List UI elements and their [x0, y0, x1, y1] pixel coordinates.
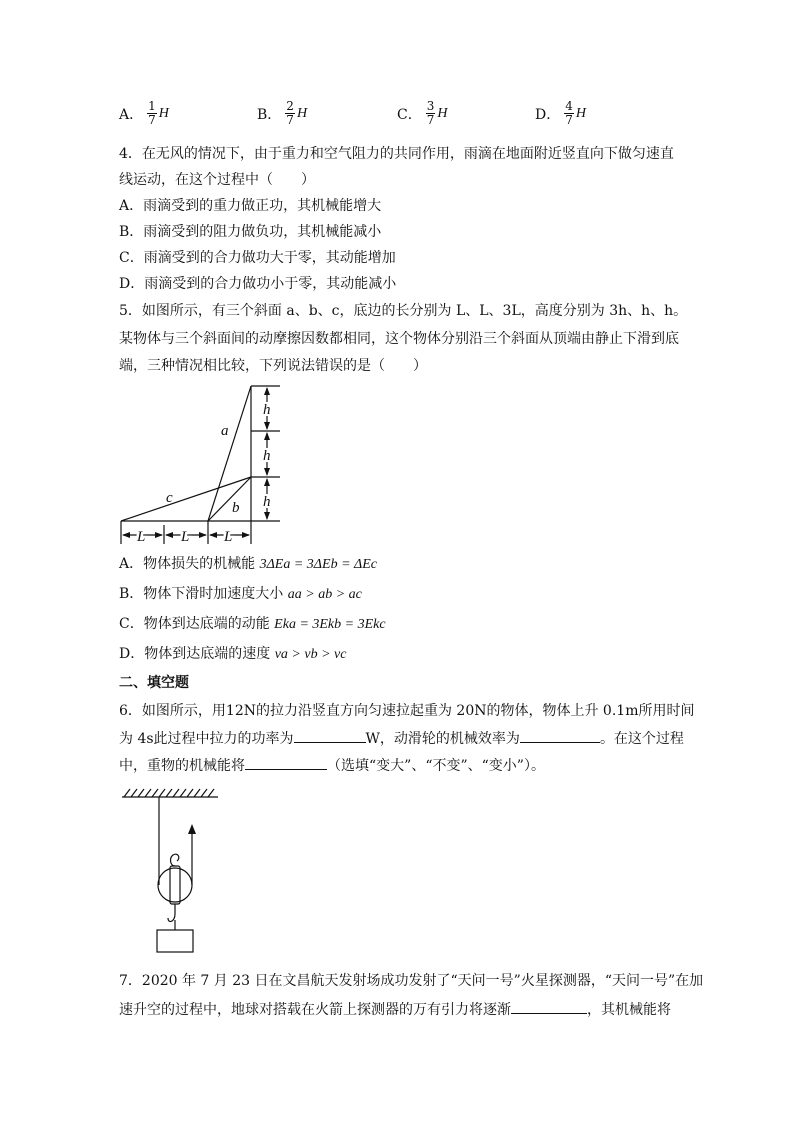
q3-option-b — [257, 100, 307, 127]
option-label: D． — [535, 106, 561, 123]
q4-stem-line1: 4．在无风的情况下，由于重力和空气阻力的共同作用，雨滴在地面附近竖直向下做匀速直 — [119, 146, 674, 162]
incline-c — [121, 477, 251, 521]
variable: H — [575, 105, 586, 121]
option-formula: Eka = 3Ekb = 3Ekc — [274, 617, 386, 632]
label-b: b — [232, 500, 240, 516]
option-formula: 3ΔEa = 3ΔEb = ΔEc — [259, 557, 377, 572]
q4-option-b: B．雨滴受到的阻力做负功，其机械能减小 — [119, 224, 382, 240]
option-formula: aa > ab > ac — [287, 587, 362, 602]
text: 。在这个过程 — [599, 731, 684, 747]
answer-blank-mechanical-energy[interactable] — [245, 755, 327, 770]
incline-b — [208, 477, 251, 521]
incline-a — [208, 386, 251, 521]
q6-line3 — [119, 755, 545, 776]
denominator: 7 — [426, 113, 435, 127]
q5-stem-line1: 5．如图所示，有三个斜面 a、b、c，底边的长分别为 L、L、3L，高度分别为 3h、h、h。 — [119, 303, 688, 319]
option-formula: va > vb > vc — [274, 647, 347, 662]
text: （选填“变大”、“不变”、“变小”）。 — [327, 758, 545, 774]
option-text: C．物体到达底端的动能 — [119, 616, 270, 632]
q3-option-d — [535, 100, 586, 127]
answer-blank-power[interactable] — [294, 728, 366, 743]
q3-options — [119, 100, 639, 132]
label-a: a — [221, 423, 229, 439]
pulley-axle-frame — [170, 866, 180, 904]
text: 中，重物的机械能将 — [119, 758, 245, 774]
label-h3: h — [263, 494, 271, 510]
variable: H — [158, 105, 169, 121]
option-label: A． — [119, 106, 144, 123]
numerator: 4 — [565, 99, 573, 113]
arrow-up-icon — [188, 824, 196, 834]
label-L1: L — [137, 529, 146, 545]
q4-option-a: A．雨滴受到的重力做正功，其机械能增大 — [119, 198, 382, 214]
text: ，其机械能将 — [587, 1002, 671, 1018]
numerator: 1 — [148, 99, 156, 113]
q5-option-d — [119, 644, 346, 665]
q5-option-a — [119, 554, 377, 575]
pulley-bottom-hook — [168, 914, 175, 921]
numerator: 2 — [286, 99, 294, 113]
numerator: 3 — [426, 99, 435, 113]
variable: H — [296, 105, 308, 121]
option-text: A．物体损失的机械能 — [119, 556, 256, 572]
q7-line2 — [119, 999, 671, 1020]
q7-line1: 7．2020 年 7 月 23 日在文昌航天发射场成功发射了“天问一号”火星探测器，“天问一号”在加 — [119, 973, 704, 989]
option-text: B．物体下滑时加速度大小 — [119, 586, 284, 602]
q4-option-c: C．雨滴受到的合力做功大于零，其动能增加 — [119, 250, 396, 266]
label-h2: h — [263, 448, 271, 464]
option-label: C． — [397, 106, 422, 123]
q5-option-b — [119, 584, 362, 605]
q3-option-a — [119, 100, 169, 127]
text: 速升空的过程中，地球对搭载在火箭上探测器的万有引力将逐渐 — [119, 1002, 511, 1018]
fraction — [426, 100, 436, 127]
option-label: B． — [257, 106, 282, 123]
weight-block — [157, 930, 193, 952]
q6-line2 — [119, 728, 684, 749]
fraction — [564, 100, 574, 127]
label-h1: h — [263, 402, 271, 418]
denominator: 7 — [148, 113, 156, 127]
label-L3: L — [224, 529, 233, 545]
q4-stem-line2: 线运动，在这个过程中（ ） — [119, 172, 315, 188]
answer-blank-gravity[interactable] — [511, 999, 587, 1014]
fraction — [285, 100, 295, 127]
option-text: D．物体到达底端的速度 — [119, 646, 271, 662]
text: W，动滑轮的机械效率为 — [365, 731, 520, 747]
q4-option-d: D．雨滴受到的合力做功小于零，其动能减小 — [119, 276, 397, 292]
fraction — [147, 100, 157, 127]
text: 为 4s此过程中拉力的功率为 — [119, 731, 294, 747]
ceiling-hatch — [124, 789, 214, 797]
q3-option-c — [397, 100, 447, 127]
label-L2: L — [181, 529, 190, 545]
movable-pulley — [158, 868, 192, 902]
q5-stem-line2: 某物体与三个斜面间的动摩擦因数都相同，这个物体分别沿三个斜面从顶端由静止下滑到底 — [119, 331, 679, 347]
answer-blank-efficiency[interactable] — [520, 728, 600, 743]
denominator: 7 — [565, 113, 573, 127]
section-title: 二、填空题 — [119, 675, 189, 691]
q5-option-c — [119, 614, 386, 635]
q6-line1: 6．如图所示，用12N的拉力沿竖直方向匀速拉起重为 20N的物体，物体上升 0.1m所用时间 — [119, 703, 695, 719]
q5-stem-line3: 端，三种情况相比较，下列说法错误的是（ ） — [119, 358, 427, 374]
variable: H — [437, 105, 448, 121]
denominator: 7 — [286, 113, 294, 127]
pulley-top-hook — [171, 854, 179, 866]
label-c: c — [166, 490, 173, 506]
